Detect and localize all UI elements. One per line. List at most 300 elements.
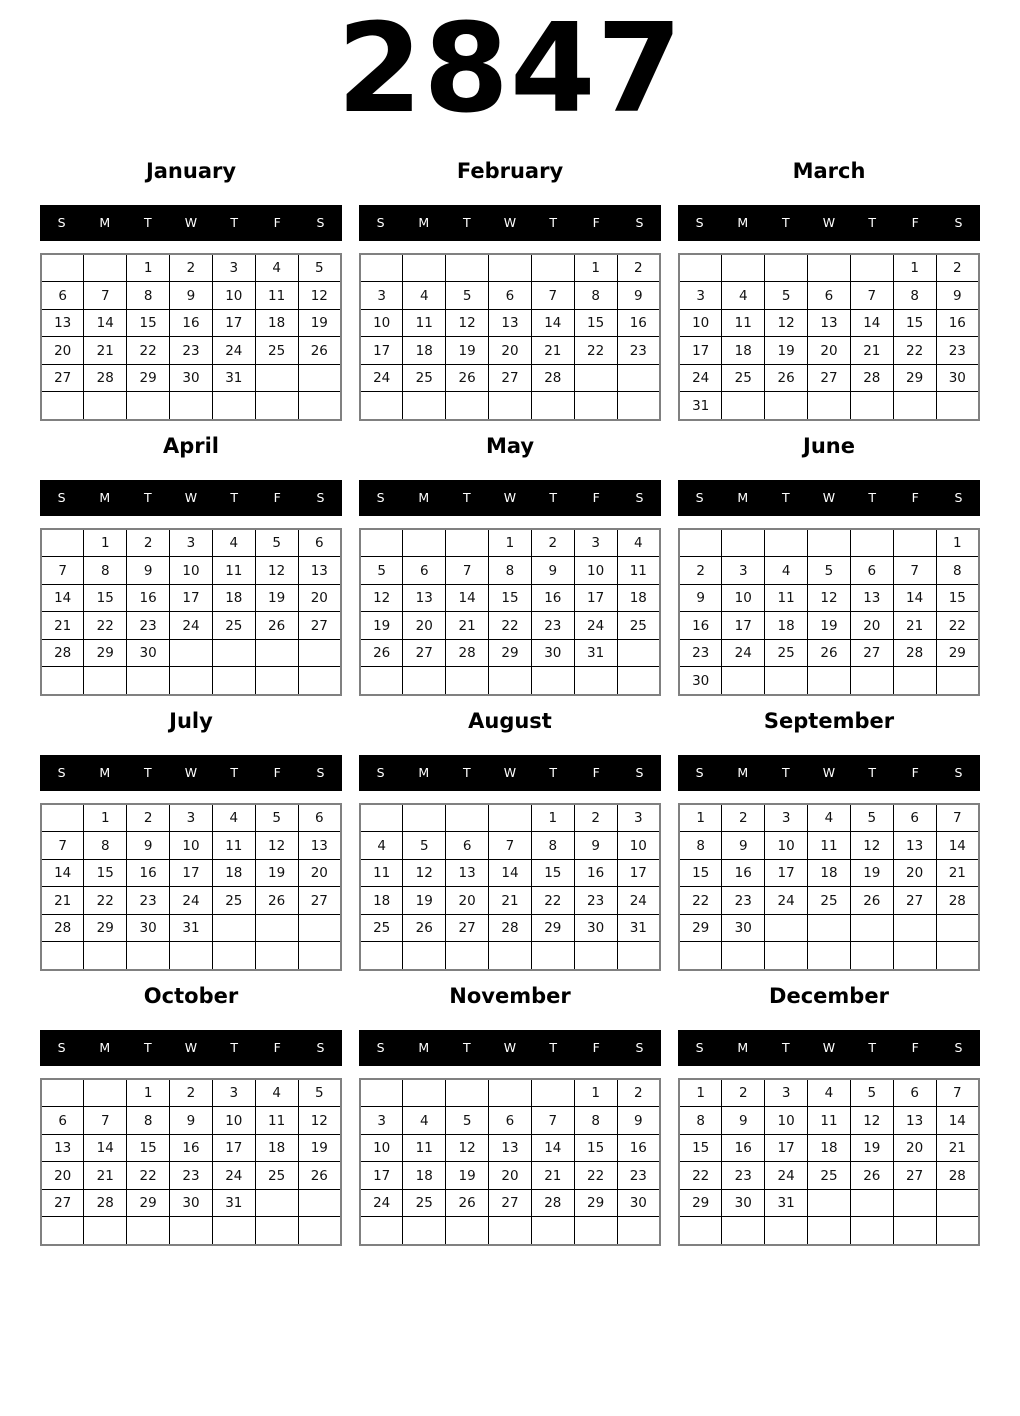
day-cell: 10 [360,309,403,337]
empty-day-cell [255,364,298,392]
day-cell: 23 [722,887,765,915]
day-cell: 24 [360,364,403,392]
day-cell: 3 [765,1079,808,1107]
months-grid [0,158,1020,1246]
day-cell: 8 [679,832,722,860]
empty-day-cell [489,254,532,282]
day-cell: 26 [446,1189,489,1217]
weekday-header-cell: F [911,1040,919,1056]
week-row [360,309,660,337]
weekday-header-cell: S [635,1040,644,1056]
empty-day-cell [360,392,403,420]
month-november [359,983,661,1246]
day-cell: 14 [489,859,532,887]
empty-day-cell [41,254,84,282]
empty-day-cell [360,942,403,970]
day-cell: 27 [41,1189,84,1217]
empty-day-cell [127,942,170,970]
weekday-header-cell: T [463,1040,471,1056]
empty-day-cell [850,254,893,282]
day-cell: 27 [893,887,936,915]
day-cell: 31 [212,364,255,392]
empty-day-cell [360,529,403,557]
day-cell: 28 [41,914,84,942]
day-cell: 6 [298,529,341,557]
day-cell: 11 [808,832,851,860]
weekday-header-cell: T [868,765,876,781]
day-cell: 31 [574,639,617,667]
day-cell: 29 [574,1189,617,1217]
day-cell: 10 [170,557,213,585]
day-cell: 28 [531,364,574,392]
day-cell: 18 [403,1162,446,1190]
empty-day-cell [489,1079,532,1107]
day-cell: 25 [403,1189,446,1217]
month-date-grid [678,253,980,421]
day-cell: 15 [679,859,722,887]
day-cell: 1 [84,804,127,832]
day-cell: 4 [765,557,808,585]
empty-day-cell [893,1217,936,1245]
day-cell: 29 [936,639,979,667]
month-name: March [792,158,866,183]
day-cell: 16 [531,584,574,612]
weekday-header-cell: T [868,490,876,506]
empty-day-cell [255,392,298,420]
weekday-header-cell: W [822,765,836,781]
month-june [678,433,980,696]
empty-day-cell [298,392,341,420]
day-cell: 3 [212,1079,255,1107]
weekday-header-cell: S [376,490,385,506]
week-row [360,557,660,585]
week-row [360,1217,660,1245]
day-cell: 4 [360,832,403,860]
week-row [41,529,341,557]
day-cell: 9 [722,1107,765,1135]
month-name: December [769,983,889,1008]
weekday-header-cell: M [418,765,430,781]
weekday-header-cell: T [144,490,152,506]
weekday-header-cell: T [549,1040,557,1056]
weekday-header-cell: M [99,765,111,781]
day-cell: 22 [679,1162,722,1190]
empty-day-cell [936,392,979,420]
day-cell: 5 [298,254,341,282]
empty-day-cell [574,364,617,392]
week-row [679,1107,979,1135]
weekday-header-cell: F [911,215,919,231]
day-cell: 22 [893,337,936,365]
day-cell: 14 [41,859,84,887]
day-cell: 18 [765,612,808,640]
weekday-header-cell: W [184,490,198,506]
week-row [41,914,341,942]
day-cell: 26 [850,1162,893,1190]
empty-day-cell [574,1217,617,1245]
empty-day-cell [446,1079,489,1107]
weekday-header-cell: W [822,490,836,506]
week-row [679,1189,979,1217]
day-cell: 27 [403,639,446,667]
empty-day-cell [893,942,936,970]
empty-day-cell [850,1189,893,1217]
empty-day-cell [403,804,446,832]
day-cell: 16 [574,859,617,887]
day-cell: 15 [127,1134,170,1162]
day-cell: 25 [360,914,403,942]
day-cell: 30 [722,1189,765,1217]
weekday-header-cell: T [782,215,790,231]
empty-day-cell [722,942,765,970]
empty-day-cell [170,392,213,420]
week-row [41,392,341,420]
weekday-header-cell: S [316,765,325,781]
week-row [360,887,660,915]
day-cell: 13 [41,309,84,337]
day-cell: 3 [170,529,213,557]
day-cell: 19 [446,1162,489,1190]
empty-day-cell [127,1217,170,1245]
day-cell: 15 [936,584,979,612]
day-cell: 11 [765,584,808,612]
day-cell: 17 [765,859,808,887]
weekday-header-cell: W [184,215,198,231]
weekday-header-cell: F [911,765,919,781]
day-cell: 8 [127,1107,170,1135]
day-cell: 12 [403,859,446,887]
empty-day-cell [893,1189,936,1217]
empty-day-cell [765,942,808,970]
day-cell: 15 [893,309,936,337]
week-row [360,337,660,365]
day-cell: 25 [765,639,808,667]
day-cell: 5 [765,282,808,310]
day-cell: 8 [893,282,936,310]
weekday-header-cell: T [230,1040,238,1056]
day-cell: 16 [127,584,170,612]
week-row [679,1079,979,1107]
day-cell: 12 [850,1107,893,1135]
weekday-header-row [678,480,980,516]
week-row [41,1189,341,1217]
day-cell: 3 [679,282,722,310]
week-row [41,1079,341,1107]
day-cell: 15 [531,859,574,887]
day-cell: 16 [617,309,660,337]
day-cell: 4 [808,1079,851,1107]
empty-day-cell [850,529,893,557]
day-cell: 30 [170,1189,213,1217]
day-cell: 30 [722,914,765,942]
empty-day-cell [617,392,660,420]
week-row [360,942,660,970]
day-cell: 28 [850,364,893,392]
empty-day-cell [936,1189,979,1217]
empty-day-cell [531,392,574,420]
empty-day-cell [679,254,722,282]
day-cell: 20 [41,337,84,365]
day-cell: 6 [298,804,341,832]
day-cell: 7 [489,832,532,860]
weekday-header-cell: M [418,490,430,506]
day-cell: 24 [722,639,765,667]
day-cell: 18 [255,1134,298,1162]
day-cell: 9 [617,282,660,310]
day-cell: 24 [679,364,722,392]
empty-day-cell [84,392,127,420]
day-cell: 18 [617,584,660,612]
empty-day-cell [531,254,574,282]
empty-day-cell [41,392,84,420]
empty-day-cell [808,254,851,282]
day-cell: 23 [722,1162,765,1190]
day-cell: 28 [531,1189,574,1217]
month-date-grid [40,528,342,696]
empty-day-cell [850,1217,893,1245]
day-cell: 25 [212,887,255,915]
day-cell: 25 [255,1162,298,1190]
week-row [360,254,660,282]
empty-day-cell [403,1079,446,1107]
day-cell: 15 [679,1134,722,1162]
weekday-header-cell: S [954,1040,963,1056]
day-cell: 7 [531,1107,574,1135]
empty-day-cell [617,942,660,970]
day-cell: 8 [679,1107,722,1135]
empty-day-cell [808,667,851,695]
day-cell: 2 [617,254,660,282]
day-cell: 23 [531,612,574,640]
empty-day-cell [679,529,722,557]
day-cell: 4 [403,282,446,310]
empty-day-cell [403,392,446,420]
weekday-header-cell: T [144,765,152,781]
day-cell: 22 [84,887,127,915]
week-row [679,639,979,667]
weekday-header-cell: M [418,1040,430,1056]
day-cell: 16 [617,1134,660,1162]
weekday-header-cell: W [503,490,517,506]
month-date-grid [359,528,661,696]
day-cell: 1 [574,254,617,282]
month-date-grid [359,1078,661,1246]
empty-day-cell [765,667,808,695]
day-cell: 13 [808,309,851,337]
empty-day-cell [41,942,84,970]
day-cell: 23 [127,612,170,640]
day-cell: 7 [41,832,84,860]
weekday-header-cell: F [592,490,600,506]
day-cell: 12 [298,1107,341,1135]
empty-day-cell [679,1217,722,1245]
day-cell: 26 [765,364,808,392]
week-row [360,529,660,557]
empty-day-cell [84,1217,127,1245]
day-cell: 5 [446,282,489,310]
day-cell: 24 [212,1162,255,1190]
day-cell: 28 [893,639,936,667]
day-cell: 19 [765,337,808,365]
weekday-header-cell: M [99,215,111,231]
day-cell: 3 [765,804,808,832]
day-cell: 7 [41,557,84,585]
day-cell: 29 [127,364,170,392]
day-cell: 3 [617,804,660,832]
empty-day-cell [298,914,341,942]
day-cell: 26 [403,914,446,942]
week-row [41,639,341,667]
day-cell: 2 [936,254,979,282]
weekday-header-cell: S [376,215,385,231]
empty-day-cell [893,392,936,420]
empty-day-cell [893,529,936,557]
empty-day-cell [936,1217,979,1245]
day-cell: 3 [722,557,765,585]
week-row [360,639,660,667]
day-cell: 30 [531,639,574,667]
day-cell: 1 [84,529,127,557]
weekday-header-cell: F [592,1040,600,1056]
day-cell: 16 [722,1134,765,1162]
week-row [41,667,341,695]
month-name: January [145,158,237,183]
empty-day-cell [360,804,403,832]
empty-day-cell [808,942,851,970]
day-cell: 11 [212,557,255,585]
day-cell: 10 [574,557,617,585]
empty-day-cell [255,942,298,970]
day-cell: 29 [84,914,127,942]
day-cell: 23 [127,887,170,915]
day-cell: 10 [722,584,765,612]
empty-day-cell [489,667,532,695]
day-cell: 26 [255,887,298,915]
week-row [360,859,660,887]
empty-day-cell [298,1217,341,1245]
day-cell: 12 [360,584,403,612]
empty-day-cell [446,667,489,695]
day-cell: 9 [127,557,170,585]
day-cell: 10 [212,1107,255,1135]
day-cell: 6 [489,1107,532,1135]
month-name: June [803,433,855,458]
day-cell: 3 [360,1107,403,1135]
day-cell: 29 [893,364,936,392]
weekday-header-cell: T [782,765,790,781]
day-cell: 6 [850,557,893,585]
day-cell: 23 [617,1162,660,1190]
day-cell: 18 [212,859,255,887]
day-cell: 15 [574,309,617,337]
empty-day-cell [212,914,255,942]
empty-day-cell [574,942,617,970]
empty-day-cell [446,804,489,832]
empty-day-cell [360,1079,403,1107]
weekday-header-cell: T [782,1040,790,1056]
day-cell: 9 [722,832,765,860]
day-cell: 23 [679,639,722,667]
day-cell: 16 [679,612,722,640]
week-row [360,914,660,942]
day-cell: 22 [936,612,979,640]
day-cell: 11 [212,832,255,860]
empty-day-cell [765,254,808,282]
empty-day-cell [446,254,489,282]
day-cell: 21 [531,337,574,365]
empty-day-cell [170,942,213,970]
day-cell: 24 [765,887,808,915]
day-cell: 27 [489,1189,532,1217]
day-cell: 1 [893,254,936,282]
day-cell: 16 [936,309,979,337]
weekday-header-row [678,205,980,241]
day-cell: 30 [936,364,979,392]
day-cell: 9 [617,1107,660,1135]
day-cell: 25 [403,364,446,392]
month-january [40,158,342,421]
empty-day-cell [893,914,936,942]
day-cell: 9 [127,832,170,860]
week-row [360,392,660,420]
day-cell: 29 [679,1189,722,1217]
day-cell: 29 [127,1189,170,1217]
day-cell: 27 [850,639,893,667]
empty-day-cell [84,254,127,282]
day-cell: 13 [893,1107,936,1135]
day-cell: 12 [765,309,808,337]
empty-day-cell [212,942,255,970]
day-cell: 20 [808,337,851,365]
day-cell: 17 [574,584,617,612]
week-row [360,612,660,640]
week-row [360,667,660,695]
month-february [359,158,661,421]
week-row [679,859,979,887]
empty-day-cell [489,804,532,832]
day-cell: 14 [936,832,979,860]
day-cell: 11 [255,282,298,310]
day-cell: 23 [170,1162,213,1190]
week-row [679,612,979,640]
day-cell: 6 [446,832,489,860]
weekday-header-cell: T [782,490,790,506]
day-cell: 17 [170,859,213,887]
week-row [41,282,341,310]
empty-day-cell [531,1079,574,1107]
empty-day-cell [446,942,489,970]
day-cell: 16 [170,1134,213,1162]
month-december [678,983,980,1246]
day-cell: 26 [255,612,298,640]
day-cell: 8 [489,557,532,585]
month-name: February [456,158,564,183]
empty-day-cell [84,942,127,970]
weekday-header-cell: S [316,1040,325,1056]
day-cell: 28 [446,639,489,667]
week-row [360,1079,660,1107]
weekday-header-cell: W [822,215,836,231]
day-cell: 4 [808,804,851,832]
day-cell: 3 [170,804,213,832]
weekday-header-cell: S [954,490,963,506]
empty-day-cell [808,1189,851,1217]
day-cell: 13 [893,832,936,860]
day-cell: 5 [850,1079,893,1107]
day-cell: 7 [446,557,489,585]
weekday-header-cell: F [273,765,281,781]
weekday-header-cell: M [99,490,111,506]
